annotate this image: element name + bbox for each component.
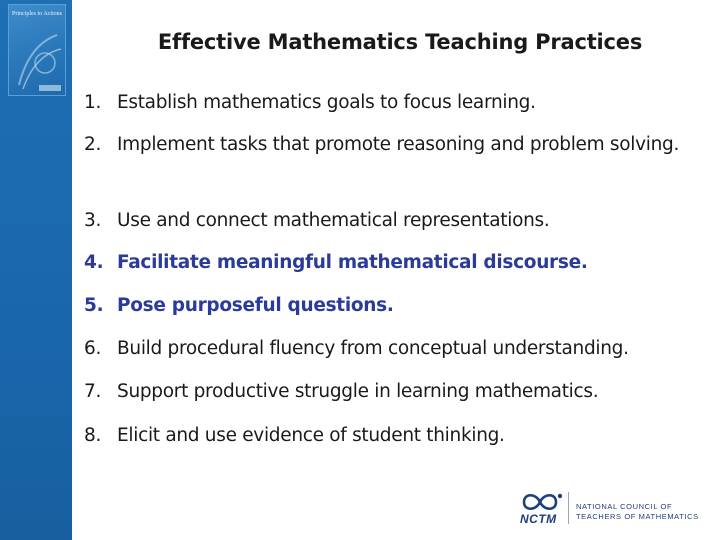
practice-text: Build procedural fluency from conceptual understanding. bbox=[117, 338, 629, 359]
left-sidebar-bar bbox=[0, 0, 72, 540]
practice-number: 3. bbox=[84, 210, 102, 231]
logo-divider bbox=[568, 492, 569, 524]
logo-org-line-2: TEACHERS OF MATHEMATICS bbox=[576, 512, 699, 521]
practice-text: Elicit and use evidence of student thinking. bbox=[117, 425, 505, 446]
book-cover-image bbox=[8, 4, 66, 96]
practice-item-1 bbox=[84, 90, 716, 116]
practice-text: Use and connect mathematical representations. bbox=[117, 210, 550, 231]
practice-item-4 bbox=[84, 250, 716, 276]
practice-item-2 bbox=[84, 132, 689, 158]
nctm-infinity-icon bbox=[518, 490, 566, 514]
practice-item-3 bbox=[84, 208, 716, 234]
cover-title: Principles to Actions bbox=[12, 11, 62, 17]
practice-item-7 bbox=[84, 379, 716, 405]
practice-number: 8. bbox=[84, 425, 102, 446]
practice-number: 4. bbox=[84, 252, 104, 273]
practice-text: Support productive struggle in learning mathematics. bbox=[117, 381, 599, 402]
logo-acronym: NCTM bbox=[520, 512, 557, 526]
nctm-logo bbox=[518, 490, 718, 530]
cover-art-icon bbox=[9, 5, 66, 96]
logo-org-line-1: NATIONAL COUNCIL OF bbox=[576, 502, 673, 511]
logo-org-name bbox=[576, 502, 699, 522]
practice-number: 1. bbox=[84, 92, 102, 113]
practice-text: Implement tasks that promote reasoning and problem solving. bbox=[117, 134, 680, 155]
slide-title: Effective Mathematics Teaching Practices bbox=[157, 30, 643, 54]
practice-item-5 bbox=[84, 293, 716, 319]
practice-number: 7. bbox=[84, 381, 102, 402]
practice-text: Pose purposeful questions. bbox=[117, 295, 394, 316]
practice-text: Establish mathematics goals to focus learning. bbox=[117, 92, 536, 113]
practice-item-6 bbox=[84, 336, 716, 362]
practice-text: Facilitate meaningful mathematical discourse. bbox=[117, 252, 588, 273]
practice-number: 2. bbox=[84, 134, 102, 155]
practice-item-8 bbox=[84, 423, 716, 449]
practice-number: 5. bbox=[84, 295, 104, 316]
practice-number: 6. bbox=[84, 338, 102, 359]
